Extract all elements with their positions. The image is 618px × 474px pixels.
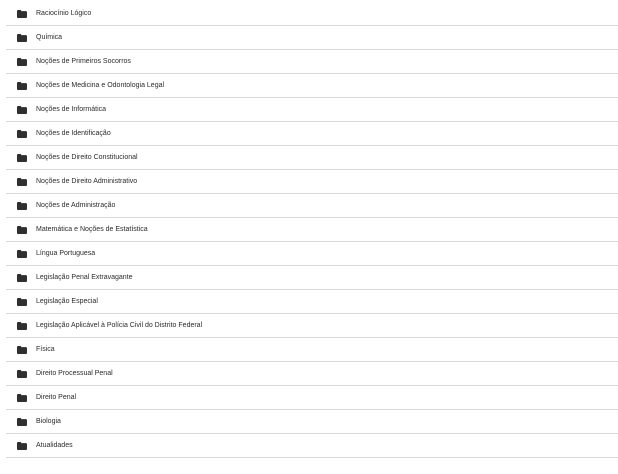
- folder-label: Física: [36, 345, 55, 353]
- folder-row[interactable]: [6, 314, 618, 338]
- folder-label: Legislação Especial: [36, 297, 98, 305]
- folder-row[interactable]: [6, 410, 618, 434]
- folder-row[interactable]: [6, 98, 618, 122]
- folder-row[interactable]: [6, 122, 618, 146]
- folder-icon: [17, 250, 27, 258]
- folder-icon: [17, 370, 27, 378]
- folder-row[interactable]: [6, 290, 618, 314]
- folder-row[interactable]: [6, 266, 618, 290]
- folder-label: Legislação Aplicável à Polícia Civil do Distrito Federal: [36, 321, 203, 329]
- folder-row[interactable]: [6, 386, 618, 410]
- folder-row[interactable]: [6, 242, 618, 266]
- folder-row[interactable]: [6, 170, 618, 194]
- folder-label: Atualidades: [36, 441, 73, 449]
- folder-row[interactable]: [6, 434, 618, 458]
- folder-icon: [17, 58, 27, 66]
- folder-row[interactable]: [6, 74, 618, 98]
- folder-icon: [17, 10, 27, 18]
- folder-icon: [17, 442, 27, 450]
- folder-icon: [17, 322, 27, 330]
- folder-label: Noções de Direito Administrativo: [36, 177, 138, 185]
- folder-label: Direito Processual Penal: [36, 369, 113, 377]
- folder-icon: [17, 274, 27, 282]
- folder-icon: [17, 106, 27, 114]
- folder-icon: [17, 298, 27, 306]
- folder-icon: [17, 418, 27, 426]
- folder-row[interactable]: [6, 218, 618, 242]
- folder-icon: [17, 34, 27, 42]
- folder-label: Química: [36, 33, 63, 41]
- folder-label: Noções de Administração: [36, 201, 116, 209]
- folder-label: Noções de Medicina e Odontologia Legal: [36, 81, 165, 89]
- folder-label: Noções de Identificação: [36, 129, 111, 137]
- folder-list: [6, 2, 618, 458]
- folder-label: Noções de Primeiros Socorros: [36, 57, 131, 65]
- folder-label: Matemática e Noções de Estatística: [36, 225, 148, 233]
- folder-row[interactable]: [6, 50, 618, 74]
- folder-row[interactable]: [6, 2, 618, 26]
- folder-row[interactable]: [6, 194, 618, 218]
- folder-row[interactable]: [6, 362, 618, 386]
- folder-label: Legislação Penal Extravagante: [36, 273, 133, 281]
- folder-icon: [17, 394, 27, 402]
- folder-label: Raciocínio Lógico: [36, 9, 92, 17]
- folder-icon: [17, 202, 27, 210]
- folder-icon: [17, 346, 27, 354]
- folder-label: Direito Penal: [36, 393, 77, 401]
- folder-icon: [17, 178, 27, 186]
- folder-icon: [17, 130, 27, 138]
- folder-label: Língua Portuguesa: [36, 249, 96, 257]
- folder-icon: [17, 154, 27, 162]
- folder-row[interactable]: [6, 146, 618, 170]
- folder-label: Noções de Direito Constitucional: [36, 153, 138, 161]
- folder-label: Noções de Informática: [36, 105, 107, 113]
- folder-icon: [17, 82, 27, 90]
- folder-row[interactable]: [6, 338, 618, 362]
- folder-icon: [17, 226, 27, 234]
- folder-row[interactable]: [6, 26, 618, 50]
- folder-label: Biologia: [36, 417, 61, 425]
